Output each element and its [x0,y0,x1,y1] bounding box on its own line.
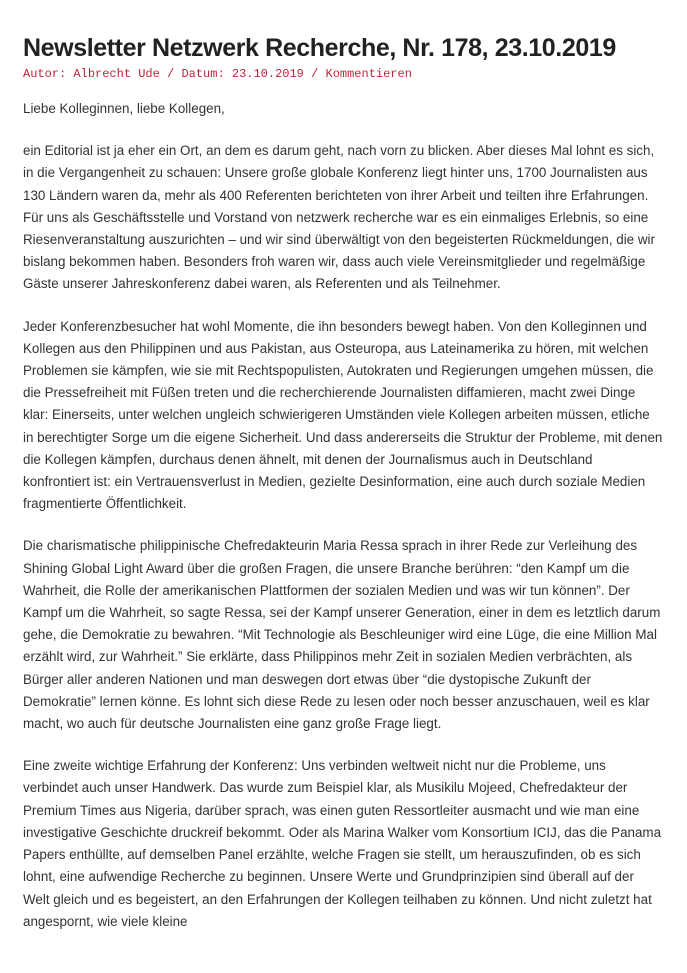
paragraph: ein Editorial ist ja eher ein Ort, an dem es darum geht, nach vorn zu blicken. Aber dieses Mal lohnt es sich, in die Vergangenheit zu schauen: Unsere große globale Konferenz liegt hinter uns, 1700 Journalisten aus 130 Ländern waren da, mehr als 400 Referenten berichteten von ihrer Arbeit und teilten ihre Erfahrungen. Für uns als Geschäftsstelle und Vorstand von netzwerk recherche war es ein einmaliges Erlebnis, so eine Riesenveranstaltung auszurichten – und wir sind überwältigt von den begeisterten Rückmeldungen, die wir bislang bekommen haben. Besonders froh waren wir, dass auch viele Vereinsmitglieder und regelmäßige Gäste unserer Jahreskonferenz dabei waren, als Referenten und als Teilnehmer. [23,143,655,292]
paragraph: Jeder Konferenzbesucher hat wohl Momente, die ihn besonders bewegt haben. Von den Kolleginnen und Kollegen aus den Philippinen und aus Pakistan, aus Osteuropa, aus Lateinamerika zu hören, mit welchen Problemen sie kämpfen, wie sie mit Rechtspopulisten, Autokraten und Regierungen umgehen müssen, die die Pressefreiheit mit Füßen treten und die recherchierende Journalisten diffamieren, macht zwei Dinge klar: Einerseits, unter welchen ungleich schwierigeren Umständen viele Kollegen arbeiten müssen, etliche in berechtigter Sorge um die eigene Sicherheit. Und dass andererseits die Struktur der Probleme, mit denen die Kollegen kämpfen, durchaus denen ähnelt, mit denen der Journalismus auch in Deutschland konfrontiert ist: ein Vertrauensverlust in Medien, gezielte Desinformation, eine auch durch soziale Medien fragmentierte Öffentlichkeit. [23,318,663,512]
paragraph: Eine zweite wichtige Erfahrung der Konferenz: Uns verbinden weltweit nicht nur die Probleme, uns verbindet auch unser Handwerk. Das wurde zum Beispiel klar, als Musikilu Mojeed, Chefredakteur der Premium Times aus Nigeria, darüber sprach, was einen guten Ressortleiter ausmacht und wie man eine investigative Geschichte druckreif bekommt. Oder als Marina Walker vom Konsortium ICIJ, das die Panama Papers enthüllte, auf demselben Panel erzählte, welche Fragen sie stellt, um herauszufinden, ob es sich lohnt, eine aufwendige Recherche zu beginnen. Unsere Werte und Grundprinzipien sind überall auf der Welt gleich und es begeistert, an den Erfahrungen der Kollegen teilhaben zu können. Und nicht zuletzt hat angespornt, wie viele kleine [23,758,662,929]
article-body [23,98,663,933]
article [23,33,663,953]
author-label: Autor: [23,67,67,81]
comments-link[interactable]: Kommentieren [325,67,412,81]
author-link[interactable]: Albrecht Ude [73,67,160,81]
salutation: Liebe Kolleginnen, liebe Kollegen, [23,101,225,116]
article-date: 23.10.2019 [231,67,304,81]
article-meta [23,66,663,82]
date-label: Datum: [181,67,225,81]
meta-separator: / [311,67,319,81]
article-title: Newsletter Netzwerk Recherche, Nr. 178, 23.10.2019 [23,34,616,62]
meta-separator: / [167,67,175,81]
paragraph: Die charismatische philippinische Chefredakteurin Maria Ressa sprach in ihrer Rede zur Verleihung des Shining Global Light Award über die großen Fragen, die unsere Branche berühren: “den Kampf um die Wahrheit, die Rolle der amerikanischen Plattformen der sozialen Medien und was wir tun können”. Der Kampf um die Wahrheit, so sagte Ressa, sei der Kampf unserer Generation, einer in dem es letztlich darum gehe, die Demokratie zu bewahren. “Mit Technologie als Beschleuniger wird eine Lüge, die eine Million Mal erzählt wird, zur Wahrheit.” Sie erklärte, dass Philippinos mehr Zeit in sozialen Medien verbrächten, als Bürger aller anderen Nationen und man deswegen dort etwas über “die dystopische Zukunft der Demokratie” lernen könne. Es lohnt sich diese Rede zu lesen oder noch besser anzuschauen, weil es klar macht, wo auch für deutsche Journalisten eine ganz große Frage liegt. [23,538,661,732]
